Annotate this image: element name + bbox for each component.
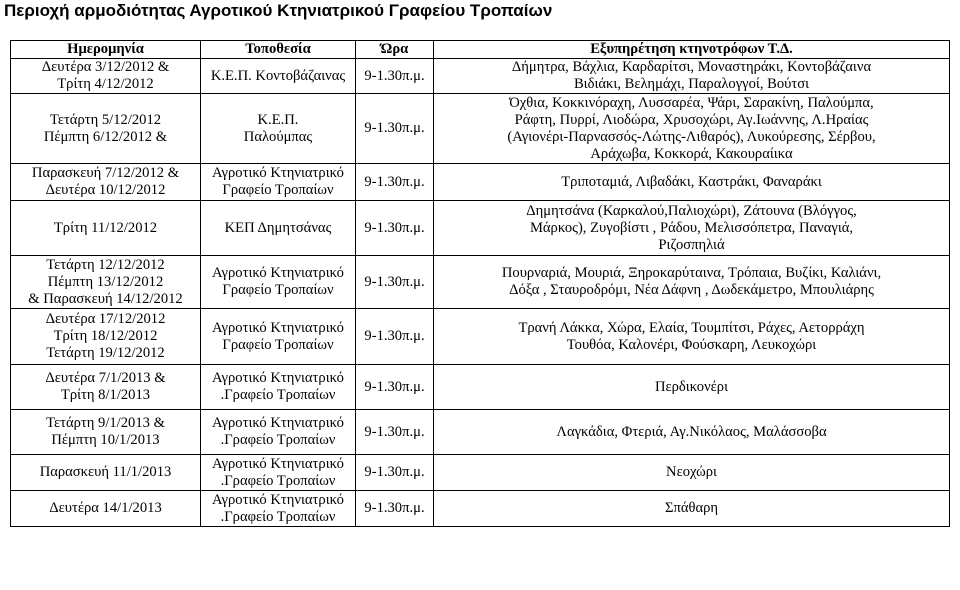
time-cell-text: 9-1.30π.μ. [364,423,425,440]
location-cell [201,256,356,309]
villages-cell-line: Τριποταμιά, Λιβαδάκι, Καστράκι, Φαναράκι [561,173,822,190]
location-cell-line: Αγροτικό Κτηνιατρικό [212,415,344,431]
date-cell-line: Τετάρτη 19/12/2012 [46,345,165,361]
time-cell-text: 9-1.30π.μ. [364,500,425,516]
time-cell [356,455,434,491]
location-cell [201,201,356,256]
schedule-rows [11,59,950,527]
date-cell [11,309,201,365]
table-row [11,455,950,491]
time-cell [356,365,434,410]
location-cell-line: Αγροτικό Κτηνιατρικό [212,265,344,281]
location-cell [201,309,356,365]
villages-cell [434,164,950,201]
date-cell-line: & Παρασκευή 14/12/2012 [28,290,183,307]
table-row [11,365,950,410]
date-cell-line: Πέμπτη 6/12/2012 & [43,128,168,145]
location-cell-line: .Γραφείο Τροπαίων [220,472,336,489]
villages-cell-line: Πουρναριά, Μουριά, Ξηροκαρύταινα, Τρόπαια, Βυζίκι, Καλιάνι, [501,265,882,281]
villages-cell-line: Βιδιάκι, Βελημάχι, Παραλογγοί, Βούτσι [573,76,810,92]
time-cell-text: 9-1.30π.μ. [364,378,425,395]
date-cell [11,59,201,94]
time-cell-text: 9-1.30π.μ. [364,328,425,344]
date-cell-line: Δευτέρα 7/1/2013 & [45,370,166,386]
villages-cell-line: Δόξα , Σταυροδρόμι, Νέα Δάφνη , Δωδεκάμετρο, Μπουλιάρης [509,282,874,298]
villages-cell-line: Νεοχώρι [666,464,717,480]
date-cell-line: Τετάρτη 12/12/2012 [46,256,165,273]
page-title: Περιοχή αρμοδιότητας Αγροτικού Κτηνιατρικού Γραφείου Τροπαίων [4,1,553,20]
villages-cell-line: Ριζοσπηλιά [658,236,725,253]
villages-cell [434,94,950,164]
location-cell-line: Γραφείο Τροπαίων [222,182,334,198]
time-cell-text: 9-1.30π.μ. [364,273,425,290]
date-cell-line: Τρίτη 4/12/2012 [57,76,154,92]
time-cell [356,309,434,365]
date-cell [11,455,201,491]
location-cell-line: Αγροτικό Κτηνιατρικό [212,165,344,181]
schedule-table [10,40,950,527]
villages-cell [434,59,950,94]
villages-cell [434,455,950,491]
location-cell [201,164,356,201]
location-cell-line: Κ.Ε.Π. [257,111,299,128]
location-cell [201,94,356,164]
date-cell [11,365,201,410]
location-cell-line: Αγροτικό Κτηνιατρικό [212,370,344,386]
table-row [11,256,950,309]
location-cell-line: Αγροτικό Κτηνιατρικό [212,455,344,472]
date-cell-line: Πέμπτη 13/12/2012 [47,273,164,290]
date-cell-line: Δευτέρα 14/1/2013 [49,500,162,516]
location-cell [201,455,356,491]
time-cell-text: 9-1.30π.μ. [364,219,425,236]
table-row [11,410,950,455]
location-cell-line: Αγροτικό Κτηνιατρικό [212,319,344,336]
time-cell [356,164,434,201]
header-time: Ώρα [356,41,434,59]
time-cell [356,256,434,309]
time-cell [356,410,434,455]
header-date: Ημερομηνία [11,41,201,59]
villages-cell-line: Τουθόα, Καλονέρι, Φούσκαρη, Λευκοχώρι [566,336,817,353]
date-cell-line: Δευτέρα 3/12/2012 & [41,59,170,75]
location-cell-line: ΚΕΠ Δημητσάνας [224,219,332,236]
location-cell-line: Κ.Ε.Π. Κοντοβάζαινας [210,67,346,84]
header-villages: Εξυπηρέτηση κτηνοτρόφων Τ.Δ. [434,41,950,59]
date-cell-line: Δευτέρα 10/12/2012 [45,182,166,198]
date-cell [11,201,201,256]
location-cell-line: Γραφείο Τροπαίων [222,336,334,353]
villages-cell-line: Δημητσάνα (Καρκαλού,Παλιοχώρι), Ζάτουνα (Βλόγγος, [526,202,857,219]
date-cell [11,94,201,164]
villages-cell-line: Ράφτη, Πυρρί, Λιοδώρα, Χρυσοχώρι, Αγ.Ιωάννης, Λ.Ηραίας [514,111,869,128]
date-cell [11,410,201,455]
villages-cell [434,410,950,455]
date-cell-line: Τρίτη 11/12/2012 [53,219,158,236]
villages-cell-line: Μάρκος), Ζυγοβίστι , Ράδου, Μελισσόπετρα, Παναγιά, [529,219,854,236]
header-location: Τοποθεσία [201,41,356,59]
time-cell-text: 9-1.30π.μ. [364,464,425,480]
table-row [11,309,950,365]
table-row [11,94,950,164]
date-cell [11,491,201,527]
location-cell [201,59,356,94]
location-cell-line: Παλούμπας [243,128,313,145]
table-row [11,201,950,256]
villages-cell-line: Λαγκάδια, Φτεριά, Αγ.Νικόλαος, Μαλάσσοβα [556,423,827,440]
time-cell-text: 9-1.30π.μ. [364,120,425,136]
location-cell-line: .Γραφείο Τροπαίων [220,432,336,448]
date-cell [11,164,201,201]
time-cell [356,94,434,164]
location-cell [201,365,356,410]
villages-cell [434,256,950,309]
location-cell-line: Αγροτικό Κτηνιατρικό [212,491,344,508]
location-cell [201,410,356,455]
villages-cell [434,201,950,256]
villages-cell-line: (Αγιονέρι-Παρνασσός-Λώτης-Λιθαρός), Λυκούρεσης, Σέρβου, [507,128,876,145]
date-cell [11,256,201,309]
villages-cell-line: Δήμητρα, Βάχλια, Καρδαρίτσι, Μοναστηράκι, Κοντοβάζαινα [511,59,872,75]
table-row [11,164,950,201]
villages-cell-line: Αράχωβα, Κοκκορά, Κακουραίικα [590,145,793,162]
villages-cell [434,491,950,527]
location-cell [201,491,356,527]
villages-cell-line: Περδικονέρι [654,378,729,395]
location-cell-line: Γραφείο Τροπαίων [222,282,334,298]
table-row [11,59,950,94]
location-cell-line: .Γραφείο Τροπαίων [220,387,336,403]
table-row [11,491,950,527]
date-cell-line: Τετάρτη 5/12/2012 [49,111,162,128]
time-cell [356,59,434,94]
location-cell-line: .Γραφείο Τροπαίων [220,508,336,525]
villages-cell-line: Σπάθαρη [664,500,719,516]
villages-cell-line: Τρανή Λάκκα, Χώρα, Ελαία, Τουμπίτσι, Ράχες, Αετορράχη [518,319,865,336]
time-cell [356,201,434,256]
date-cell-line: Πέμπτη 10/1/2013 [51,432,160,448]
time-cell-text: 9-1.30π.μ. [364,67,425,84]
header-row [11,41,950,59]
villages-cell [434,309,950,365]
date-cell-line: Τρίτη 8/1/2013 [60,387,151,403]
time-cell [356,491,434,527]
date-cell-line: Τετάρτη 9/1/2013 & [46,415,165,431]
time-cell-text: 9-1.30π.μ. [364,173,425,190]
villages-cell-line: Όχθια, Κοκκινόραχη, Λυσσαρέα, Ψάρι, Σαρακίνη, Παλούμπα, [509,94,874,111]
date-cell-line: Δευτέρα 17/12/2012 [45,311,166,327]
date-cell-line: Παρασκευή 11/1/2013 [39,464,172,480]
date-cell-line: Τρίτη 18/12/2012 [53,328,158,344]
date-cell-line: Παρασκευή 7/12/2012 & [31,165,180,181]
villages-cell [434,365,950,410]
